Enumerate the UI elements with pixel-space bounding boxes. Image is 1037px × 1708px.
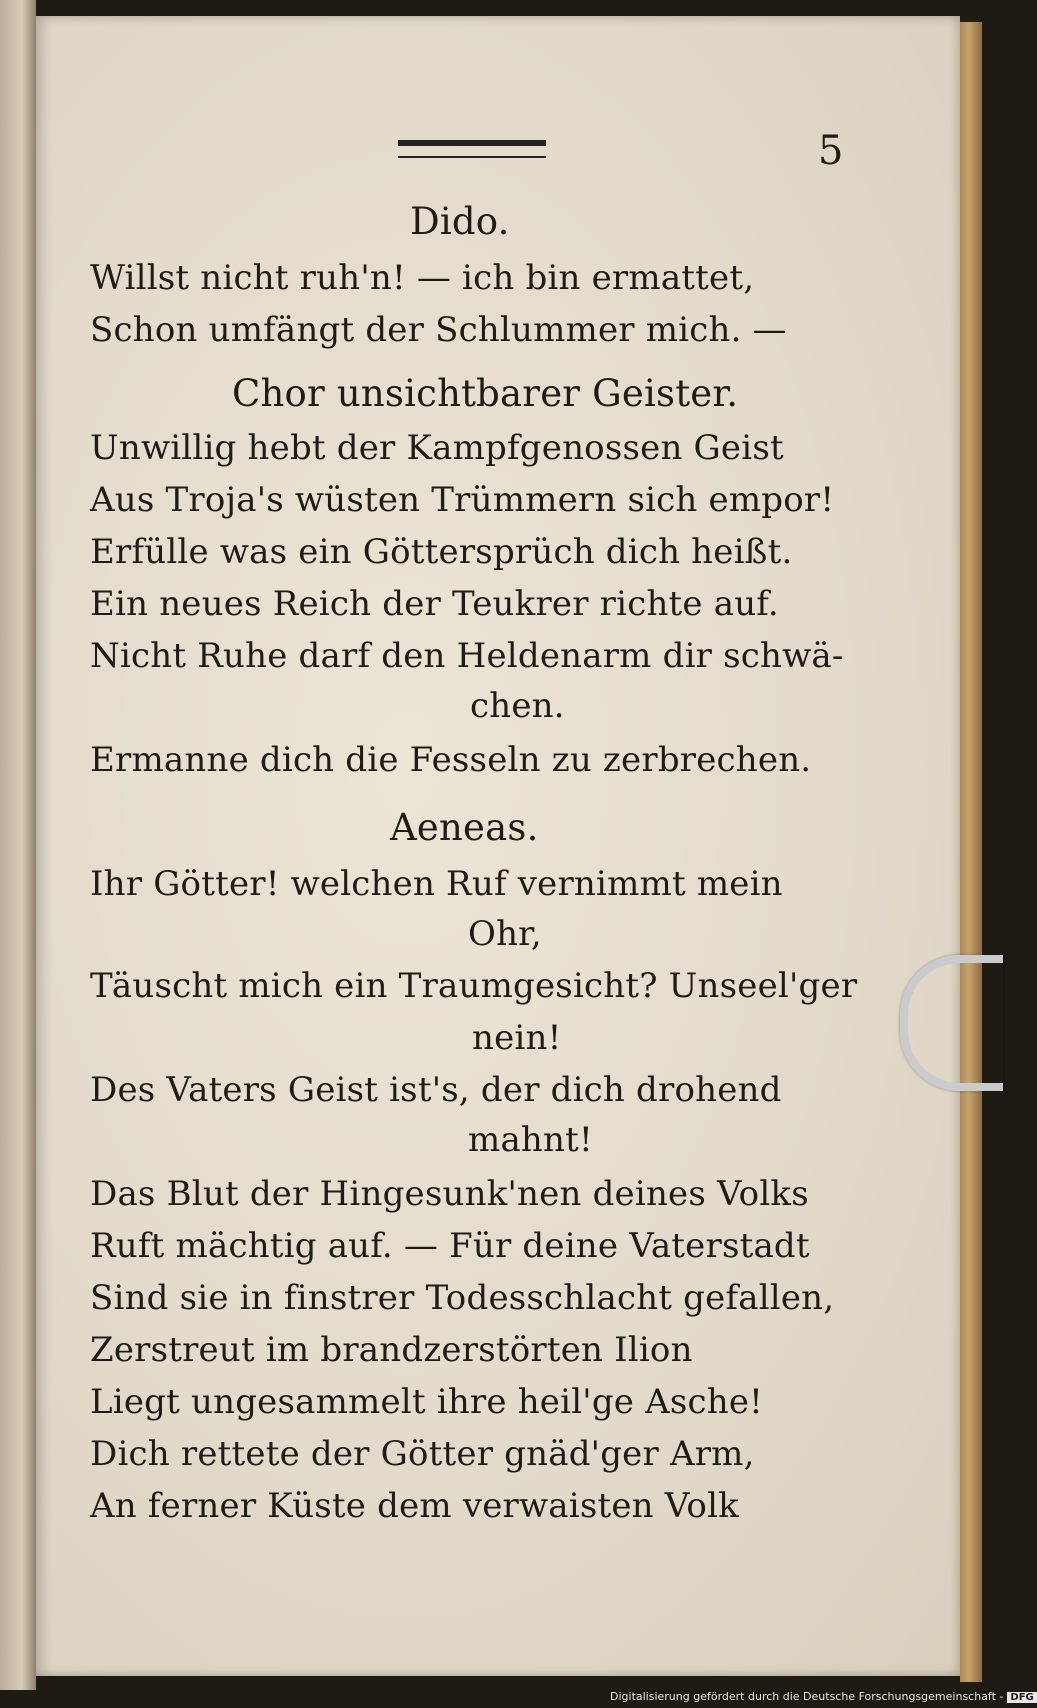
text-line: Dich rettete der Götter gnäd'ger Arm, xyxy=(90,1434,755,1474)
text-line: Des Vaters Geist ist's, der dich drohend xyxy=(90,1070,782,1110)
header-rule-thin xyxy=(398,156,546,158)
text-line: Ermanne dich die Fesseln zu zerbrechen. xyxy=(90,740,812,780)
left-page-edge xyxy=(0,0,36,1690)
page-stack-edge xyxy=(960,22,982,1682)
dfg-logo: DFG xyxy=(1007,1692,1036,1703)
text-line: Ein neues Reich der Teukrer richte auf. xyxy=(90,584,779,624)
speaker-heading-chor: Chor unsichtbarer Geister. xyxy=(232,372,739,415)
text-line: nein! xyxy=(472,1018,562,1058)
text-line: Ihr Götter! welchen Ruf vernimmt mein xyxy=(90,864,783,904)
text-line: Täuscht mich ein Traumgesicht? Unseel'ger xyxy=(90,966,858,1006)
text-line: Erfülle was ein Göttersprüch dich heißt. xyxy=(90,532,793,572)
text-line: Willst nicht ruh'n! — ich bin ermattet, xyxy=(90,258,755,298)
header-rule xyxy=(398,140,546,146)
digitization-credit xyxy=(610,1690,1037,1703)
text-line: Das Blut der Hingesunk'nen deines Volks xyxy=(90,1174,809,1214)
text-line: chen. xyxy=(470,686,565,726)
credit-text: Digitalisierung gefördert durch die Deutsche Forschungsgemeinschaft - xyxy=(610,1690,1004,1703)
text-line: Unwillig hebt der Kampfgenossen Geist xyxy=(90,428,784,468)
text-line: Ohr, xyxy=(468,914,542,954)
text-line: Ruft mächtig auf. — Für deine Vaterstadt xyxy=(90,1226,810,1266)
text-line: Nicht Ruhe darf den Heldenarm dir schwä- xyxy=(90,636,844,676)
text-line: Zerstreut im brandzerstörten Ilion xyxy=(90,1330,693,1370)
speaker-heading-aeneas: Aeneas. xyxy=(390,806,539,849)
paper-clip xyxy=(900,955,1003,1091)
text-line: An ferner Küste dem verwaisten Volk xyxy=(90,1486,739,1526)
speaker-heading-dido: Dido. xyxy=(410,200,510,243)
page-number: 5 xyxy=(818,128,844,174)
text-line: Schon umfängt der Schlummer mich. — xyxy=(90,310,787,350)
text-line: Liegt ungesammelt ihre heil'ge Asche! xyxy=(90,1382,764,1422)
text-line: mahnt! xyxy=(468,1120,593,1160)
text-line: Sind sie in finstrer Todesschlacht gefallen, xyxy=(90,1278,835,1318)
text-line: Aus Troja's wüsten Trümmern sich empor! xyxy=(90,480,835,520)
